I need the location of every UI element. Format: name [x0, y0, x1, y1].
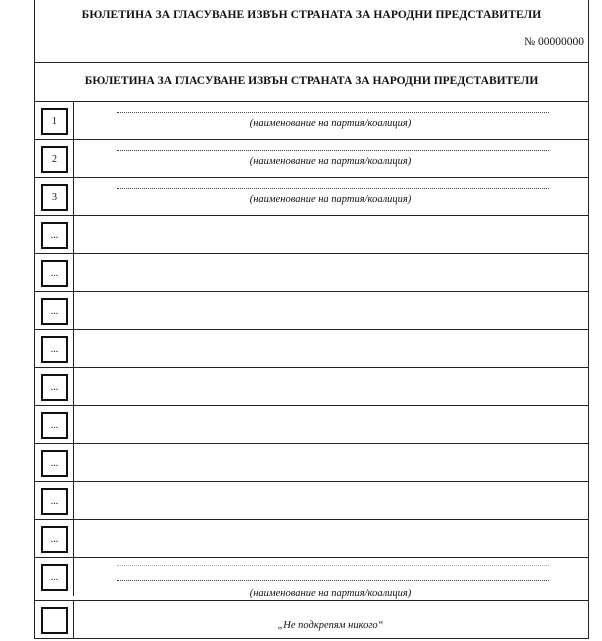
- ballot-sheet: [34, 0, 589, 639]
- box-cell: [35, 330, 74, 368]
- box-cell: [35, 140, 74, 178]
- box-cell: [35, 254, 74, 292]
- party-name-line-faint: [117, 559, 549, 566]
- box-cell: [35, 558, 74, 596]
- party-name-caption: (наименование на партия/коалиция): [249, 118, 412, 129]
- party-row: [35, 405, 588, 444]
- party-name-caption: (наименование на партия/коалиция): [249, 156, 412, 167]
- party-row: [35, 215, 588, 254]
- vote-box[interactable]: 1: [41, 108, 68, 135]
- box-cell: [35, 444, 74, 482]
- box-cell: [35, 368, 74, 406]
- box-cell: [35, 216, 74, 254]
- vote-box[interactable]: ...: [41, 260, 68, 287]
- box-cell: [35, 292, 74, 330]
- none-option-row: [35, 600, 588, 641]
- none-option-label: „Не подкрепям никого“: [277, 620, 384, 631]
- party-row: [35, 329, 588, 368]
- party-row: [35, 101, 588, 140]
- vote-box[interactable]: ...: [41, 298, 68, 325]
- party-row: [35, 253, 588, 292]
- party-row: [35, 291, 588, 330]
- party-row: [35, 519, 588, 558]
- box-cell: [35, 178, 74, 216]
- party-row: [35, 177, 588, 216]
- box-cell: [35, 102, 74, 140]
- box-cell: [35, 482, 74, 520]
- party-name-line: [117, 144, 549, 151]
- ballot-title: БЮЛЕТИНА ЗА ГЛАСУВАНЕ ИЗВЪН СТРАНАТА ЗА НАРОДНИ ПРЕДСТАВИТЕЛИ: [84, 75, 539, 87]
- party-row: [35, 139, 588, 178]
- party-name-line: [117, 106, 549, 113]
- party-row: [35, 443, 588, 482]
- party-name-caption: (наименование на партия/коалиция): [249, 588, 412, 599]
- vote-box[interactable]: ...: [41, 450, 68, 477]
- party-name-caption: (наименование на партия/коалиция): [249, 194, 412, 205]
- vote-box[interactable]: ...: [41, 488, 68, 515]
- party-row: [35, 367, 588, 406]
- vote-box[interactable]: ...: [41, 526, 68, 553]
- vote-box-none[interactable]: [41, 607, 68, 634]
- box-cell: [35, 520, 74, 558]
- box-cell: [35, 406, 74, 444]
- vote-box[interactable]: ...: [41, 412, 68, 439]
- vote-box[interactable]: ...: [41, 564, 68, 591]
- party-name-line: [117, 574, 549, 581]
- vote-box[interactable]: 2: [41, 146, 68, 173]
- party-row: [35, 481, 588, 520]
- vote-box[interactable]: ...: [41, 374, 68, 401]
- party-row: [35, 557, 588, 599]
- vote-box[interactable]: ...: [41, 336, 68, 363]
- ballot-stub: [35, 0, 588, 63]
- stub-title: БЮЛЕТИНА ЗА ГЛАСУВАНЕ ИЗВЪН СТРАНАТА ЗА НАРОДНИ ПРЕДСТАВИТЕЛИ: [81, 9, 542, 21]
- ballot-serial-number: № 00000000: [524, 36, 584, 48]
- box-cell: [35, 601, 74, 639]
- vote-box[interactable]: ...: [41, 222, 68, 249]
- party-name-line: [117, 182, 549, 189]
- vote-box[interactable]: 3: [41, 184, 68, 211]
